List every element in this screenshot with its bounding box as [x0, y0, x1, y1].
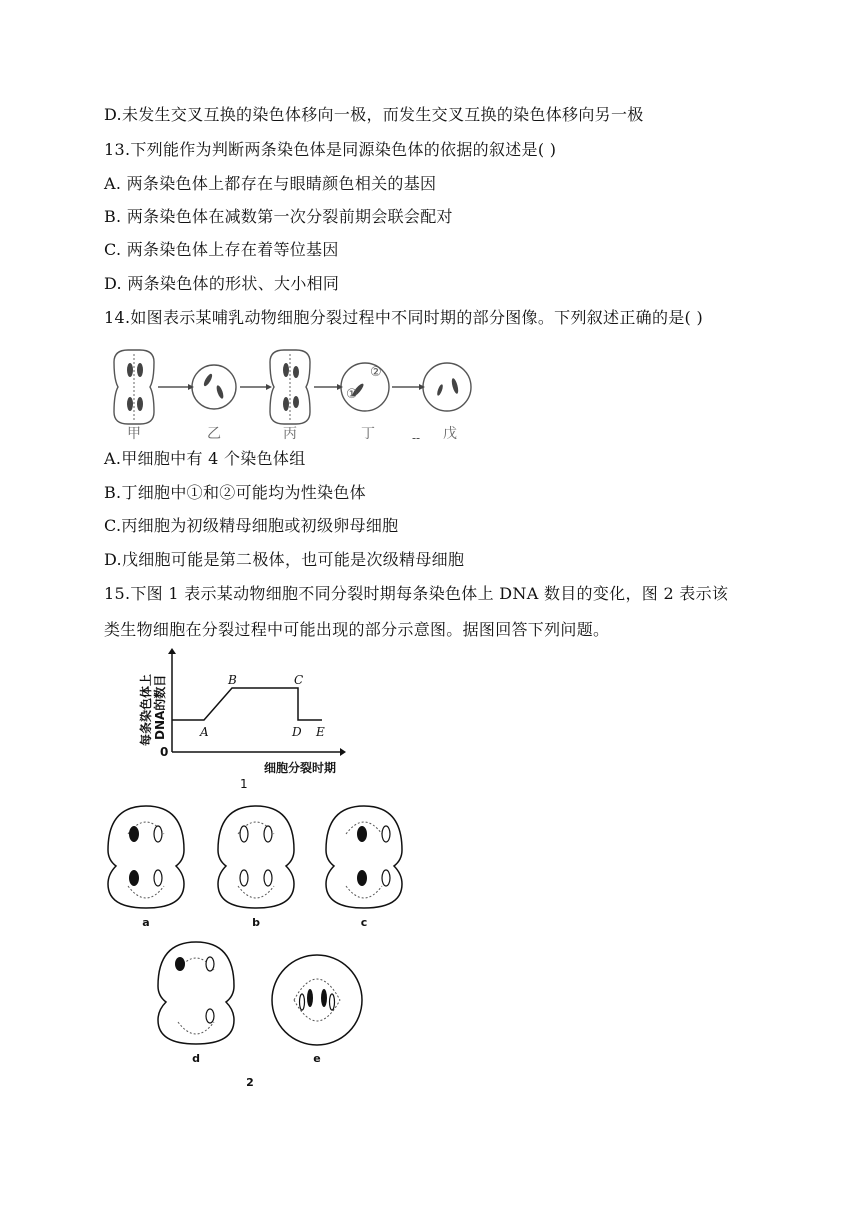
q13-option-d: D. 两条染色体的形状、大小相同 [104, 274, 340, 293]
label-jia: 甲 [127, 426, 141, 442]
q14-cell-figure [104, 342, 484, 445]
q13-option-b: B. 两条染色体在减数第一次分裂前期会联会配对 [104, 207, 453, 226]
q14-option-a: A.甲细胞中有 4 个染色体组 [104, 449, 306, 468]
label-ding: 丁 [361, 426, 375, 442]
figure-1-graph [136, 648, 376, 791]
point-a: A [200, 725, 209, 739]
q13-option-c: C. 两条染色体上存在着等位基因 [104, 240, 339, 259]
cell-label-a: a [142, 916, 150, 929]
q14-option-d: D.戊细胞可能是第二极体，也可能是次级精母细胞 [104, 550, 465, 569]
ylabel-line2: DNA的数目 [153, 674, 167, 740]
question-13: 13.下列能作为判断两条染色体是同源染色体的依据的叙述是( ) [104, 140, 557, 159]
q14-mark-2: ② [370, 365, 382, 380]
figure-1-caption: 1 [240, 777, 248, 791]
q14-option-b: B.丁细胞中①和②可能均为性染色体 [104, 483, 366, 502]
question-15: 15.下图 1 表示某动物细胞不同分裂时期每条染色体上 DNA 数目的变化，图 2 表示该 [104, 584, 729, 603]
figure-2-cells [104, 800, 404, 1090]
label-wu: 戊 [443, 426, 457, 442]
question-14: 14.如图表示某哺乳动物细胞分裂过程中不同时期的部分图像。下列叙述正确的是( ) [104, 308, 704, 327]
cell-label-e: e [313, 1052, 321, 1065]
q14-mark-1: ① [346, 387, 358, 402]
stray-dash: -- [412, 431, 421, 445]
ylabel-line1: 每条染色体上 [139, 673, 153, 746]
cell-label-b: b [252, 916, 260, 929]
q14-option-c: C.丙细胞为初级精母细胞或初级卵母细胞 [104, 516, 399, 535]
xlabel: 细胞分裂时期 [264, 761, 337, 775]
question-15-cont: 类生物细胞在分裂过程中可能出现的部分示意图。据图回答下列问题。 [104, 620, 610, 639]
figure-2-caption: 2 [246, 1076, 254, 1089]
cell-label-d: d [192, 1052, 200, 1065]
point-c: C [294, 673, 304, 687]
label-bing: 丙 [283, 426, 297, 442]
origin-label: 0 [160, 745, 169, 759]
point-b: B [228, 673, 237, 687]
point-e: E [316, 725, 325, 739]
label-yi: 乙 [207, 426, 221, 442]
option-d-q12: D.未发生交叉互换的染色体移向一极，而发生交叉互换的染色体移向另一极 [104, 105, 644, 124]
point-d: D [292, 725, 302, 739]
cell-label-c: c [360, 916, 368, 929]
q13-option-a: A. 两条染色体上都存在与眼睛颜色相关的基因 [104, 174, 437, 193]
